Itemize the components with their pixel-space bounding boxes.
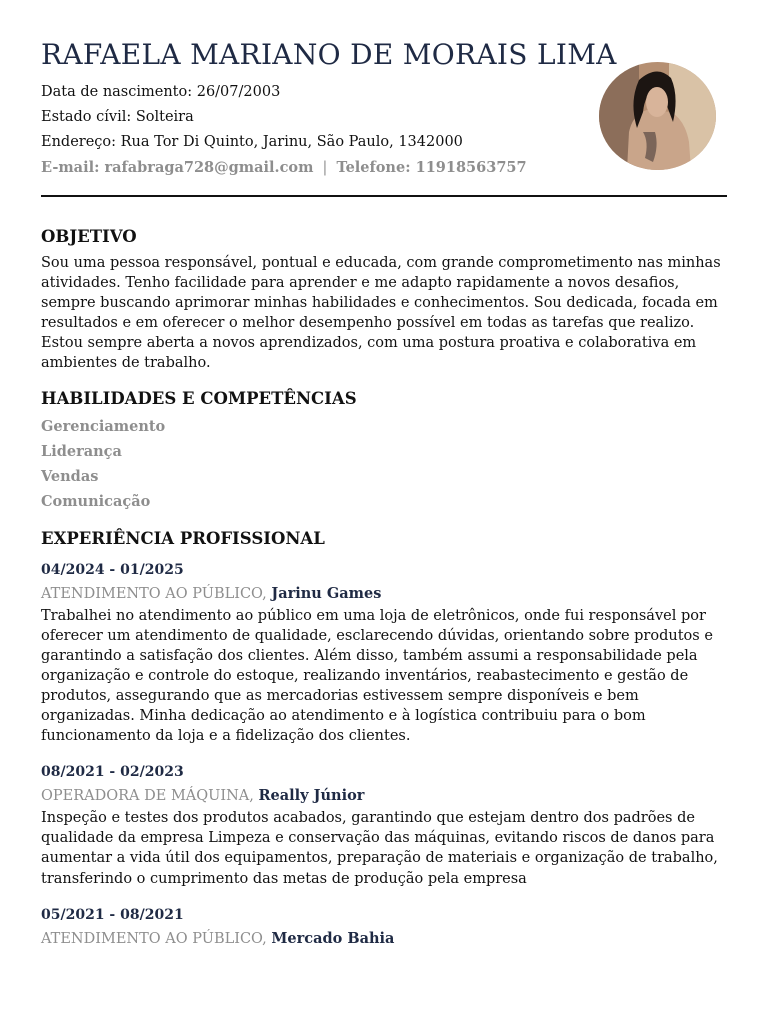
contact-line	[41, 155, 581, 180]
job-dates: 05/2021 - 08/2021	[41, 906, 184, 923]
profile-photo	[599, 62, 716, 170]
skills-section	[41, 388, 731, 514]
job-role: ATENDIMENTO AO PÚBLICO,	[41, 585, 267, 602]
job-role-line	[41, 784, 731, 808]
objective-section	[41, 226, 731, 374]
job-company: Really Júnior	[258, 787, 365, 805]
objective-title: OBJETIVO	[41, 227, 137, 246]
skill-item: Liderança	[41, 442, 122, 460]
email: E-mail: rafabraga728@gmail.com	[41, 159, 314, 176]
skill-item: Gerenciamento	[41, 417, 166, 435]
experience-section	[41, 528, 731, 951]
job-role-line	[41, 927, 731, 951]
civil-status: Estado cívil: Solteira	[41, 109, 194, 125]
skills-title: HABILIDADES E COMPETÊNCIAS	[41, 388, 357, 408]
job-description: Inspeção e testes dos produtos acabados, garantindo que estejam dentro dos padrões de qualidade da empresa Limpeza e conservação das máquinas, evitando riscos de danos para aumentar a vida útil dos equipamentos, preparação de materiais e organização de trabalho, transferindo o cumprimento das metas de produção pela empresa	[41, 810, 718, 887]
job-description: Trabalhei no atendimento ao público em uma loja de eletrônicos, onde fui responsável por oferecer um atendimento de qualidade, esclarecendo dúvidas, orientando sobre produtos e garantindo a satisfação dos clientes. Além disso, também assumi a responsabilidade pela organização e controle do estoque, realizando inventários, reabastecimento e gestão de produtos, assegurando que as mercadorias estivessem sempre disponíveis e bem organizadas. Minha dedicação ao atendimento e à logística contribuiu para o bom funcionamento da loja e a fidelização dos clientes.	[41, 607, 713, 745]
skill-item: Vendas	[41, 467, 99, 485]
job-company: Jarinu Games	[271, 584, 382, 602]
job-dates: 08/2021 - 02/2023	[41, 764, 184, 781]
resume-body	[41, 226, 731, 951]
job-role: ATENDIMENTO AO PÚBLICO,	[41, 930, 267, 947]
skill-item: Comunicação	[41, 492, 151, 510]
skills-list	[41, 414, 731, 514]
objective-text: Sou uma pessoa responsável, pontual e educada, com grande comprometimento nas minhas atividades. Tenho facilidade para aprender e me adapto rapidamente a novos desafios, sempre buscando aprimorar minhas habilidades e conhecimentos. Sou dedicada, focada em resultados e em oferecer o melhor desempenho possível em todas as tarefas que realizo. Estou sempre aberta a novos aprendizados, com uma postura proativa e colaborativa em ambientes de trabalho.	[41, 255, 721, 372]
experience-title: EXPERIÊNCIA PROFISSIONAL	[41, 528, 325, 548]
job-entry	[41, 558, 731, 747]
birth-date: Data de nascimento: 26/07/2003	[41, 84, 281, 100]
candidate-name: RAFAELA MARIANO DE MORAIS LIMA	[41, 38, 617, 71]
job-dates: 04/2024 - 01/2025	[41, 561, 184, 578]
address: Endereço: Rua Tor Di Quinto, Jarinu, São Paulo, 1342000	[41, 134, 463, 150]
phone: Telefone: 11918563757	[336, 159, 527, 176]
contact-separator: |	[322, 160, 328, 176]
header-divider	[41, 195, 727, 197]
job-entry	[41, 903, 731, 951]
personal-info	[41, 80, 581, 180]
job-role-line	[41, 582, 731, 606]
job-company: Mercado Bahia	[271, 929, 395, 947]
job-role: OPERADORA DE MÁQUINA,	[41, 788, 254, 805]
job-entry	[41, 760, 731, 888]
